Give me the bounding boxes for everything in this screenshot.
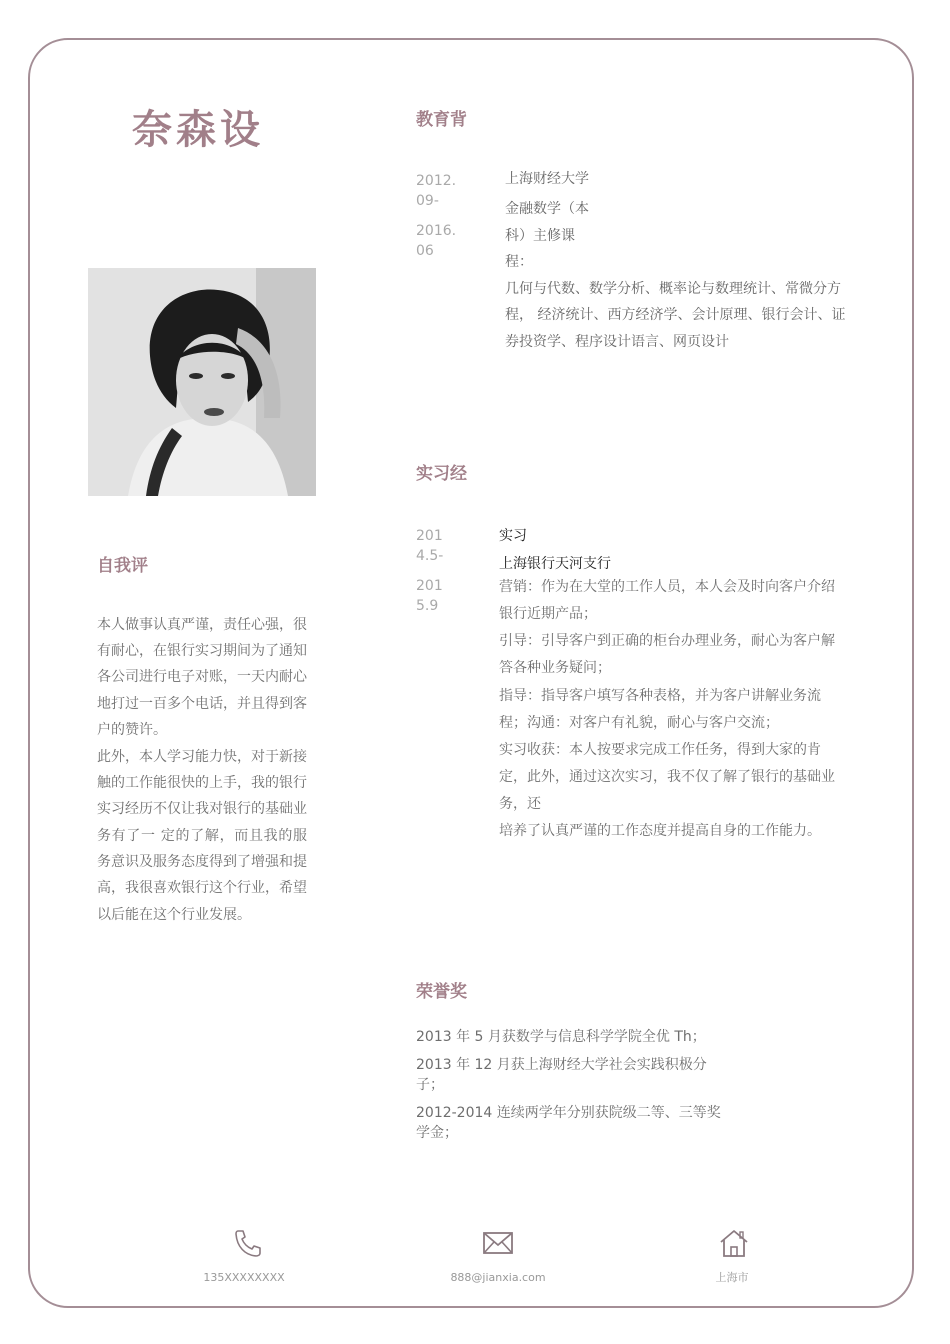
contact-phone: 135XXXXXXXX [203, 1271, 285, 1284]
self-eval-paragraph: 本人做事认真严谨，责任心强，很有耐心，在银行实习期间为了通知各公司进行电子对账，一天内耐心地打过一百多个电话，并且得到客户的赞许。 [97, 617, 307, 738]
internship-date-end: 2015.9 [416, 578, 443, 614]
home-icon[interactable] [718, 1228, 750, 1258]
awards-list [416, 1027, 734, 1151]
internship-company: 上海银行天河支行 [499, 556, 611, 572]
internship-heading: 实习经 [416, 464, 467, 484]
portrait-photo [88, 268, 316, 496]
education-school: 上海财经大学 [505, 171, 589, 187]
phone-icon[interactable] [232, 1228, 264, 1258]
award-item: 2013 年 5 月获数学与信息科学学院全优 Th； [416, 1029, 706, 1045]
award-item: 2013 年 12 月获上海财经大学社会实践积极分子； [416, 1057, 707, 1093]
self-eval-text [97, 612, 307, 929]
self-eval-heading: 自我评 [97, 556, 148, 576]
self-eval-paragraph: 此外，本人学习能力快，对于新接触的工作能很快的上手，我的银行实习经历不仅让我对银行的基础业务有了一 定的了解，而且我的服务意识及服务态度得到了增强和提高，我很喜欢银行这个行业，希望 [97, 749, 307, 897]
awards-heading: 荣誉奖 [416, 982, 467, 1002]
education-courses-cut: 券投资学、程序设计语言、网页设计 [505, 333, 729, 350]
internship-item: 营销：作为在大堂的工作人员，本人会及时向客户介绍银行近期产品； [499, 579, 835, 622]
internship-items [499, 574, 847, 846]
education-date-start: 2012.09- [416, 173, 457, 209]
internship-title: 实习 [499, 528, 527, 544]
education-major-block [505, 196, 850, 350]
internship-date-start: 2014.5- [416, 528, 444, 564]
contact-email: 888@jianxia.com [450, 1271, 546, 1284]
internship-item: 指导：指导客户填写各种表格，并为客户讲解业务流程；沟通：对客户有礼貌，耐心与客户交流； [499, 687, 821, 731]
award-item: 2012-2014 连续两学年分别获院级二等、三等奖学金； [416, 1105, 721, 1141]
education-heading: 教育背 [416, 110, 467, 130]
self-eval-paragraph: 以后能在这个行业发展。 [97, 907, 251, 924]
education-courses: 几何与代数、数学分析、概率论与数理统计、常微分方程， 经济统计、西方经济学、会计原理、银行会计、证 [505, 280, 846, 323]
education-date-end: 2016.06 [416, 223, 457, 259]
internship-item: 培养了认真严谨的工作态度并提高自身的工作能力。 [499, 823, 821, 840]
education-major: 金融数学（本科）主修课程： [505, 201, 589, 270]
resume-name: 奈森设 [132, 107, 264, 153]
internship-item: 引导：引导客户到正确的柜台办理业务，耐心为客户解答各种业务疑问； [499, 633, 835, 677]
internship-item: 实习收获：本人按要求完成工作任务，得到大家的肯定，此外，通过这次实习，我不仅了解了银行的基础业务，还 [499, 742, 835, 812]
mail-icon[interactable] [482, 1228, 514, 1258]
contact-address: 上海市 [715, 1271, 749, 1284]
